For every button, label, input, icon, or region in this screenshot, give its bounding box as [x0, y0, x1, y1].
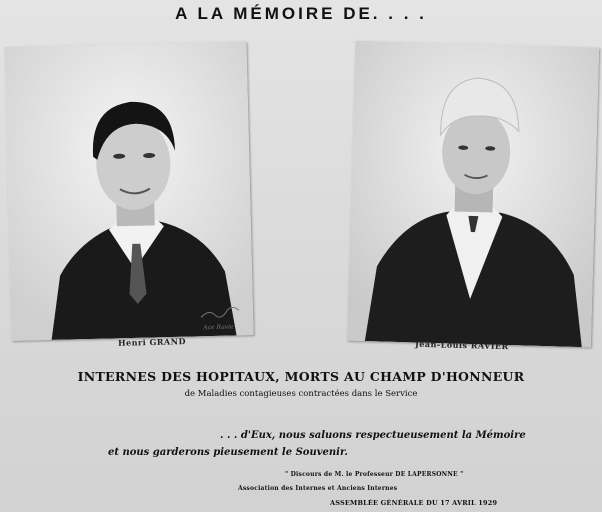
portrait-signature: Ace Ravie	[203, 323, 234, 332]
portrait-image-left	[4, 41, 253, 341]
portrait-jean-louis-ravier	[347, 41, 599, 348]
page-title: A LA MÉMOIRE DE. . . .	[175, 4, 427, 23]
speech-attribution: " Discours de M. le Professeur DE LAPERSONNE "	[285, 471, 464, 478]
association-name: Association des Internes et Anciens Internes	[238, 485, 398, 492]
assembly-date: ASSEMBLÉE GÉNÉRALE DU 17 AVRIL 1929	[330, 499, 498, 507]
quote-line-1: . . . d'Eux, nous saluons respectueusement la Mémoire	[220, 430, 526, 441]
portrait-henri-grand	[4, 41, 253, 341]
memorial-subheading: de Maladies contagieuses contractées dans le Service	[184, 389, 418, 399]
caption-jean-louis-ravier: Jean-Louis RAVIER	[414, 338, 509, 352]
caption-henri-grand: Henri GRAND	[117, 336, 187, 348]
memorial-heading: INTERNES DES HOPITAUX, MORTS AU CHAMP D'HONNEUR	[77, 369, 525, 384]
quote-line-2: et nous garderons pieusement le Souvenir.	[108, 447, 348, 458]
portrait-image-right	[347, 41, 599, 348]
